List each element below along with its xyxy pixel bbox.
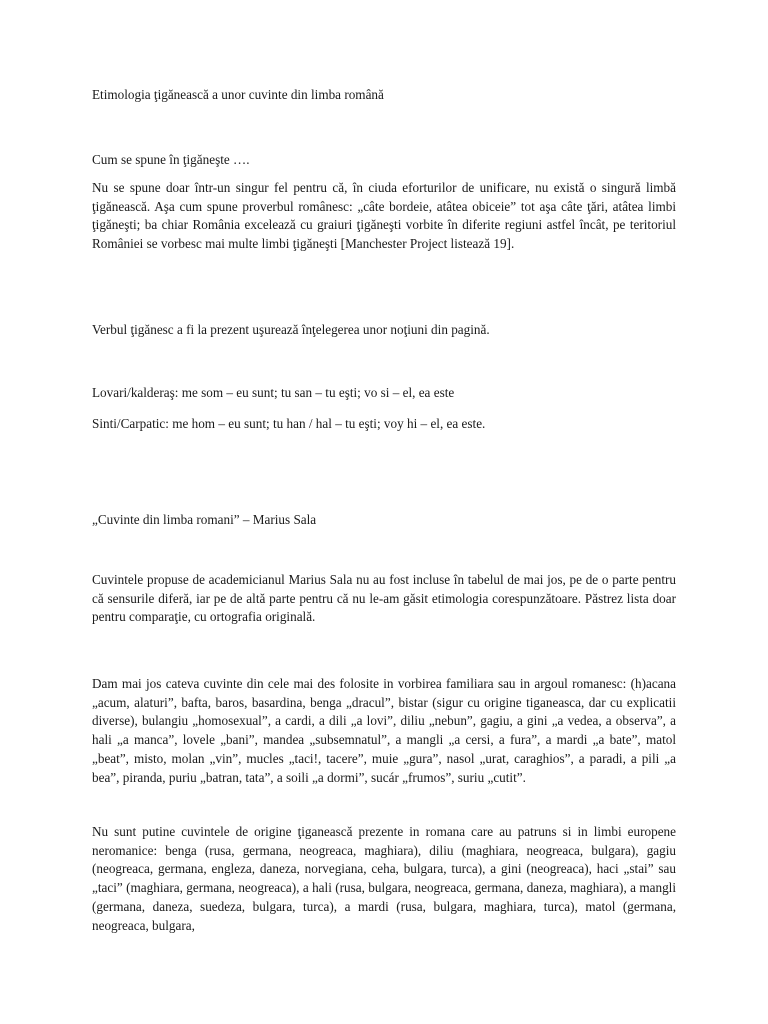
heading-how-to-say: Cum se spune în ţigăneşte …. [92,152,250,167]
heading-marius-sala: „Cuvinte din limba romani” – Marius Sala [92,512,317,527]
paragraph-common-words: Dam mai jos cateva cuvinte din cele mai des folosite in vorbirea familiara sau in argoul romanesc: (h)acana „acum, alaturi”, bafta, baros, basardina, benga „dracul”, bistar (sigur cu origine tiganeasca, dar cu explicatii diverse), bulangiu „homosexual”, a cardi, a dili „a lovi”, diliu „nebun”, gagiu, a gini „a vedea, a observa”, a hali „a manca”, lovele „bani”, mandea „subsemnatul”, a mangli „a cersi, a fura”, a mardi „a bate”, matol „beat”, misto, molan „vin”, mucles „taci!, tacere”, muie „gura”, nasol „urat, caraghios”, a paradi, a pili „a bea”, piranda, puriu „batran, tata”, a soili „a dormi”, sucár „frumos”, suriu „cutit”. [92,676,676,785]
paragraph-verb: Verbul ţigănesc a fi la prezent uşurează înţelegerea unor noţiuni din pagină. [92,322,490,337]
line-sinti: Sinti/Carpatic: me hom – eu sunt; tu han / hal – tu eşti; voy hi – el, ea este. [92,416,486,431]
document-title: Etimologia ţigănească a unor cuvinte din limba română [92,87,384,102]
paragraph-european-languages: Nu sunt putine cuvintele de origine ţiganească prezente in romana care au patruns si in limbi europene neromanice: benga (rusa, germana, neogreaca, maghiara), diliu (maghiara, neogreaca, bulgara), gagiu (neogreaca, germana, engleza, daneza, norvegiana, ceha, bulgara, turca), a gini (neogreaca), haci „stai” sau „taci” (maghiara, germana, neogreaca), a hali (rusa, bulgara, neogreaca, germana, daneza, maghiara), a mangli (germana, daneza, suedeza, bulgara, turca), a mardi (rusa, bulgara, maghiara, turca), matol (germana, neogreaca, bulgara, [92,824,676,933]
paragraph-intro: Nu se spune doar într-un singur fel pentru că, în ciuda eforturilor de unificare, nu există o singură limbă ţigănească. Aşa cum spune proverbul românesc: „câte bordeie, atâtea obiceie” tot aşa câte ţări, atâtea limbi ţigăneşti; ba chiar România excelează cu graiuri ţigăneşti vorbite în diferite regiuni astfel încât, pe teritoriul României se vorbesc mai multe limbi ţigăneşti [Manchester Project listează 19]. [92,180,676,252]
line-lovari: Lovari/kalderaş: me som – eu sunt; tu san – tu eşti; vo si – el, ea este [92,385,455,400]
paragraph-sala: Cuvintele propuse de academicianul Marius Sala nu au fost incluse în tabelul de mai jos, pe de o parte pentru că sensurile diferă, iar pe de altă parte pentru că nu le-am găsit etimologia corespunzătoare. Păstrez lista doar pentru comparaţie, cu ortografia originală. [92,572,676,625]
